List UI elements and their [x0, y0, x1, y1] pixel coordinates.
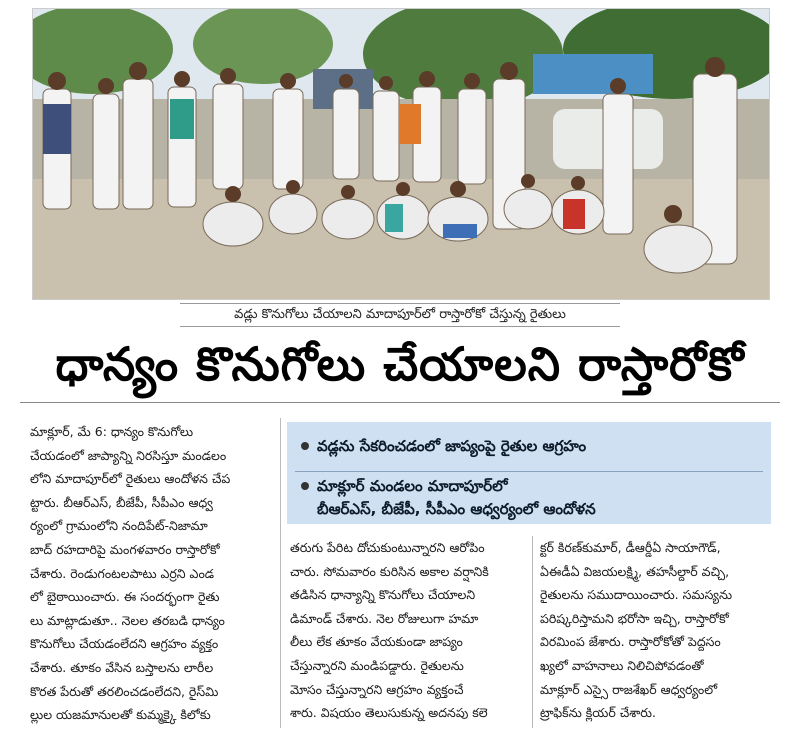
farmers-protest-photo — [33, 9, 769, 299]
text-line: కొరత పేరుతో తరలించడంలేదని, రైస్‌మి — [30, 683, 219, 699]
text-line: తడిసిన ధాన్యాన్ని కొనుగోలు చేయాలని — [290, 587, 476, 603]
text-line: శారు. విషయం తెలుసుకున్న అదనపు కలె — [290, 705, 488, 721]
bullet-icon — [301, 482, 309, 490]
text-line: విరమింప జేశారు. రాస్తారోకోతో పెద్దసం — [540, 634, 721, 650]
text-line: చారు. సోమవారం కురిసిన అకాల వర్షానికి — [290, 563, 489, 579]
text-line: డిమాండ్ చేశారు. నెల రోజులుగా హమా — [290, 610, 479, 626]
text-line: క్టర్ కిరణ్‌కుమార్, డీఆర్డీఏ సాయాగౌడ్, — [540, 540, 721, 555]
text-line: చేయడంలో జాప్యాన్ని నిరసిస్తూ మండలం — [30, 447, 227, 463]
text-line: మోసం చేస్తున్నారని ఆగ్రహం వ్యక్తంచే — [290, 681, 464, 697]
text-line: ల్లుల యజమానులతో కుమ్మక్కై కిలోకు — [30, 707, 211, 723]
headline: ధాన్యం కొనుగోలు చేయాలని రాస్తారోకో — [55, 337, 745, 391]
news-photo — [32, 8, 770, 300]
text-line: ఏఈడీఏ విజయలక్ష్మి, తహసీల్దార్ వచ్చి, — [540, 563, 730, 579]
text-line: ట్రాఫిక్‌ను క్లియర్ చేశారు. — [540, 705, 656, 721]
highlight-item-1: వడ్లను సేకరించడంలో జాప్యంపై రైతుల ఆగ్రహం — [317, 437, 587, 455]
text-line: మాక్లూర్, మే 6: ధాన్యం కొనుగోలు — [30, 424, 194, 439]
text-line: ఖ్యలో వాహనాలు నిలిచిపోవడంతో — [540, 657, 704, 673]
text-line: చేస్తున్నారని మండిపడ్డారు. రైతులను — [290, 657, 464, 673]
text-line: లో బైఠాయించారు. ఈ సందర్భంగా రైతు — [30, 589, 220, 605]
text-line: రైతులను సముదాయించారు. సమస్యను — [540, 587, 733, 603]
text-line: తరుగు పేరిట దోచుకుంటున్నారని ఆరోపిం — [290, 540, 485, 555]
photo-caption: వడ్లు కొనుగోలు చేయాలని మాదాపూర్‌లో రాస్తారోకో చేస్తున్న రైతులు — [180, 303, 620, 327]
text-line: కొనుగోలు చేయడంలేదని ఆగ్రహం వ్యక్తం — [30, 636, 219, 652]
column-divider — [280, 418, 281, 728]
highlight-item-2-line-2: బీఆర్ఎస్, బీజేపీ, సీపీఎం ఆధ్వర్యంలో ఆందోళన — [317, 500, 596, 518]
text-line: లీలు లేక తూకం వేయకుండా జాప్యం — [290, 634, 463, 650]
text-line: ర్యంలో గ్రామంలోని నందిపేట్‌-నిజామా — [30, 518, 208, 534]
article-column-3 — [540, 536, 776, 725]
text-line: పరిష్కరిస్తామని భరోసా ఇచ్చి, రాస్తారోకో — [540, 610, 729, 626]
headline-rule — [20, 402, 780, 403]
highlight-box — [287, 422, 771, 524]
text-line: చేశారు. తూకం వేసిన బస్తాలను లారీల — [30, 659, 214, 675]
bullet-icon — [301, 442, 309, 450]
text-line: చేశారు. రెండుగంటలపాటు ఎర్రని ఎండ — [30, 565, 215, 581]
highlight-divider — [295, 471, 763, 472]
highlight-item-2-line-1: మాక్లూర్ మండలం మాదాపూర్‌లో — [317, 477, 508, 495]
text-line: లోని మాదాపూర్‌లో రైతులు ఆందోళన చేప — [30, 471, 231, 487]
text-line: మాక్లూర్ ఎస్సై రాజశేఖర్ ఆధ్వర్యంలో — [540, 681, 718, 697]
article-column-2 — [290, 536, 526, 725]
text-line: బాద్ రహదారిపై మంగళవారం రాస్తారోకో — [30, 541, 220, 557]
text-line: ట్టారు. బీఆర్ఎస్, బీజేపీ, సీపీఎం ఆధ్వ — [30, 494, 213, 510]
column-divider — [532, 536, 533, 728]
article-column-1 — [30, 420, 274, 727]
text-line: లు మాట్లాడుతూ.. నెలల తరబడి ధాన్యం — [30, 612, 225, 628]
